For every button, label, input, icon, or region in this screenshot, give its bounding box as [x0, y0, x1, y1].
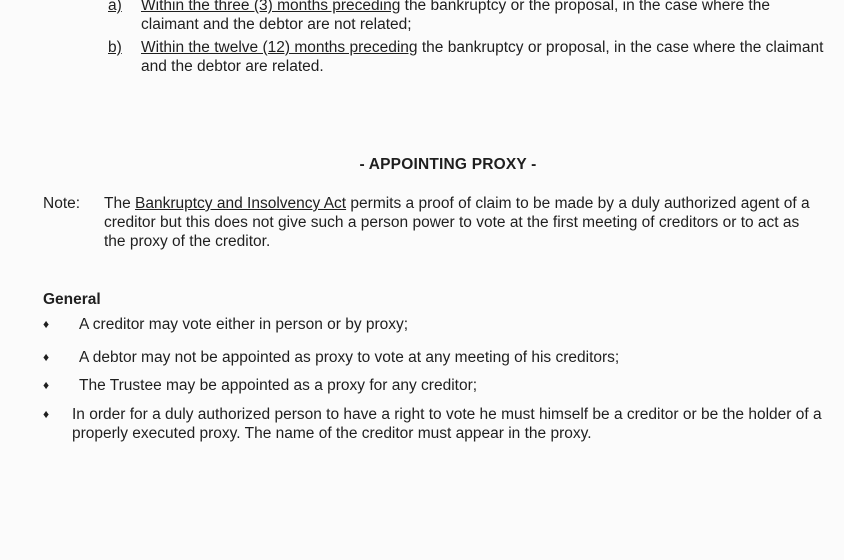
enumerated-marker: a): [108, 0, 122, 14]
enumerated-item-a: [108, 0, 828, 34]
diamond-bullet-icon: ♦: [43, 350, 50, 364]
diamond-bullet-icon: ♦: [43, 407, 50, 421]
list-item-text: In order for a duly authorized person to have a right to vote he must himself be a creditor or be the holder of a properly executed proxy. The name of the creditor must appear in the proxy.: [72, 406, 822, 442]
diamond-bullet-icon: ♦: [43, 317, 50, 331]
enumerated-item-b: [108, 38, 828, 76]
list-item: [43, 348, 828, 367]
enumerated-text: [141, 0, 828, 34]
diamond-bullet-icon: ♦: [43, 378, 50, 392]
list-item: [43, 405, 828, 443]
general-heading: General: [43, 291, 101, 308]
note-label: Note:: [43, 195, 81, 212]
note-rest: permits a proof of claim to be made by a duly authorized agent of a creditor but this does not give such a person power to vote at the first meeting of creditors or to act as the proxy of the creditor.: [104, 195, 810, 250]
underlined-phrase: Within the twelve (12) months preceding: [141, 39, 418, 56]
enumerated-text-rest: the bankruptcy or the proposal, in the case where the claimant and the debtor are not related;: [141, 0, 770, 33]
list-item-text: A debtor may not be appointed as proxy to vote at any meeting of his creditors;: [79, 349, 620, 366]
list-item: [43, 315, 828, 334]
note-paragraph: [43, 194, 823, 251]
note-prefix: The: [104, 195, 136, 212]
enumerated-text-rest: the bankruptcy or proposal, in the case where the claimant and the debtor are related.: [141, 39, 824, 75]
note-body: [104, 194, 818, 251]
act-name: Bankruptcy and Insolvency Act: [135, 195, 347, 212]
list-item-text: A creditor may vote either in person or by proxy;: [79, 316, 409, 333]
section-heading: [0, 155, 844, 174]
enumerated-text: [141, 38, 828, 76]
underlined-phrase: Within the three (3) months preceding: [141, 0, 401, 14]
enumerated-marker: b): [108, 39, 122, 56]
list-item: [43, 376, 828, 395]
section-heading-text: - APPOINTING PROXY -: [359, 156, 537, 173]
list-item-text: The Trustee may be appointed as a proxy for any creditor;: [79, 377, 478, 394]
